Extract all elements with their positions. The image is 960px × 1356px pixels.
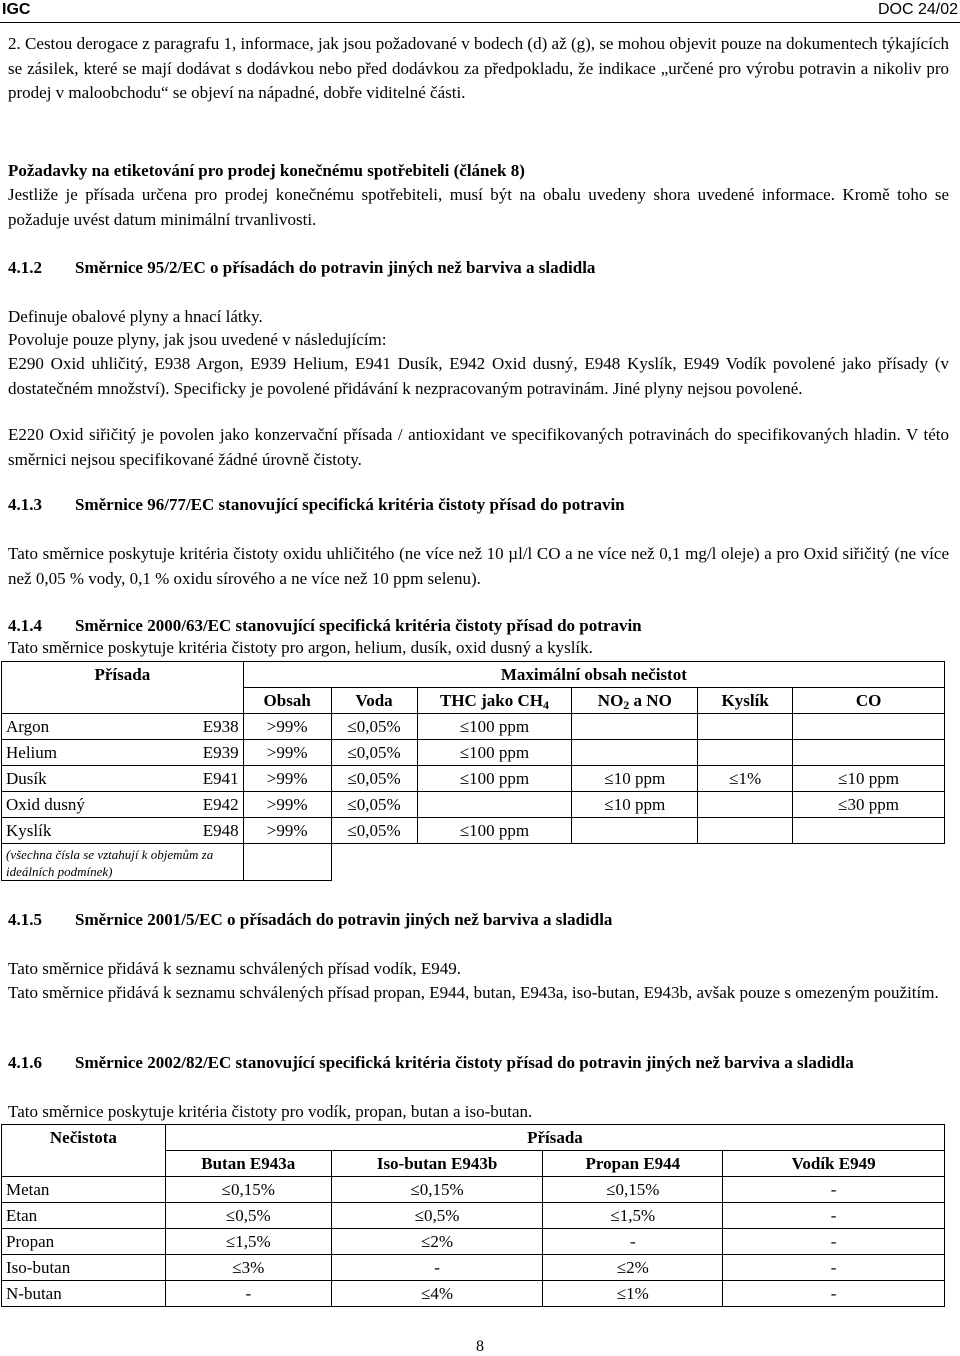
table-cell: >99% (243, 740, 331, 766)
table-cell: - (723, 1229, 945, 1255)
table-cell (793, 714, 945, 740)
section-4-1-6-heading (8, 1051, 949, 1075)
table-cell (698, 714, 793, 740)
section-4-1-3-heading (8, 493, 949, 517)
table-cell: Propan (2, 1229, 166, 1255)
table-cell: ≤0,05% (331, 792, 417, 818)
column-header: CO (793, 688, 945, 714)
s415-p2: Tato směrnice přidává k seznamu schválených přísad propan, E944, butan, E943a, iso-butan, E943b, avšak pouze s omezeným použitím. (8, 983, 939, 1002)
table-row (2, 792, 945, 818)
column-header: Přísada (2, 662, 244, 688)
section-title: Směrnice 2002/82/EC stanovující specifická kritéria čistoty přísad do potravin jiných než barviva a sladidla (75, 1053, 854, 1072)
table-row (2, 1281, 945, 1307)
column-header: Butan E943a (165, 1151, 331, 1177)
table-cell: N-butan (2, 1281, 166, 1307)
table-cell: - (723, 1281, 945, 1307)
header-doc-id: DOC 24/02 (877, 1, 958, 18)
table-cell (417, 792, 572, 818)
s412-p3: E290 Oxid uhličitý, E938 Argon, E939 Helium, E941 Dusík, E942 Oxid dusný, E948 Kyslík, E949 Vodík povolené jako přísady (v dostatečném množství). Specificky je povolené přidávání k nezpracovaným potravinám. Jiné plyny nejsou povolené. (8, 354, 949, 398)
table-header-row (2, 662, 945, 688)
section-title: Směrnice 96/77/EC stanovující specifická kritéria čistoty přísad do potravin (75, 495, 625, 514)
table-header-row (2, 1151, 945, 1177)
table-cell (698, 792, 793, 818)
table-cell (793, 740, 945, 766)
table-cell: ≤4% (331, 1281, 543, 1307)
section-title: Směrnice 2001/5/EC o přísadách do potravin jiných než barviva a sladidla (75, 910, 613, 929)
table-row (2, 714, 945, 740)
table-cell: Dusík E941 (2, 766, 244, 792)
table-row (2, 740, 945, 766)
table-cell (698, 740, 793, 766)
section-number: 4.1.2 (8, 258, 42, 277)
table-cell: ≤100 ppm (417, 714, 572, 740)
table-cell: >99% (243, 792, 331, 818)
table-cell: ≤0,05% (331, 818, 417, 844)
s412-p1: Definuje obalové plyny a hnací látky. (8, 307, 263, 326)
s412-p2: Povoluje pouze plyny, jak jsou uvedené v následujícím: (8, 330, 387, 349)
column-header: Obsah (243, 688, 331, 714)
table-cell: ≤1% (543, 1281, 723, 1307)
column-header: THC jako $CH_4$ (417, 688, 572, 714)
table-cell: Etan (2, 1203, 166, 1229)
table-cell (698, 818, 793, 844)
table-cell: ≤2% (543, 1255, 723, 1281)
section-number: 4.1.4 (8, 616, 42, 635)
table-cell: Argon E938 (2, 714, 244, 740)
page-header (0, 0, 960, 23)
table-header-row (2, 688, 945, 714)
table-cell: ≤100 ppm (417, 740, 572, 766)
column-header: Voda (331, 688, 417, 714)
table-cell: ≤10 ppm (793, 766, 945, 792)
column-header: $NO_2$ a NO (572, 688, 698, 714)
table-cell (793, 818, 945, 844)
section-number: 4.1.6 (8, 1053, 42, 1072)
section-4-1-5-heading (8, 908, 949, 932)
page-number: 8 (476, 1338, 484, 1355)
table-row (2, 818, 945, 844)
s415-p1: Tato směrnice přidává k seznamu schválených přísad vodík, E949. (8, 959, 461, 978)
table-cell: - (723, 1177, 945, 1203)
purity-table-1 (1, 661, 945, 881)
s413-text: Tato směrnice poskytuje kritéria čistoty oxidu uhličitého (ne více než 10 µl/l CO a ne více než 0,1 mg/l oleje) a pro Oxid siřičitý (ne více než 0,05 % vody, 0,1 % oxidu sírového a ne více než 10 ppm selenu). (8, 544, 949, 588)
table-row (2, 1203, 945, 1229)
table-cell: Kyslík E948 (2, 818, 244, 844)
column-header: Kyslík (698, 688, 793, 714)
section-number: 4.1.3 (8, 495, 42, 514)
table-row (2, 1255, 945, 1281)
table-cell: ≤10 ppm (572, 766, 698, 792)
table-cell: - (331, 1255, 543, 1281)
section-4-1-2-heading (8, 256, 949, 280)
table-cell: ≤1,5% (165, 1229, 331, 1255)
table-cell: - (723, 1255, 945, 1281)
table-cell: ≤3% (165, 1255, 331, 1281)
table-cell: ≤100 ppm (417, 766, 572, 792)
table-cell: ≤0,05% (331, 714, 417, 740)
table-cell: ≤1,5% (543, 1203, 723, 1229)
table-cell: ≤0,05% (331, 740, 417, 766)
labeling-heading: Požadavky na etiketování pro prodej konečnému spotřebiteli (článek 8) (8, 161, 525, 180)
s414-text: Tato směrnice poskytuje kritéria čistoty pro argon, helium, dusík, oxid dusný a kyslík. (8, 638, 593, 657)
intro-paragraph: 2. Cestou derogace z paragrafu 1, informace, jak jsou požadované v bodech (d) až (g), se mohou objevit pouze na dokumentech týkajících se zásilek, které se mají dodávat s dodávkou nebo před dodávkou za předpokladu, že indikace „určené pro výrobu potravin a nikoliv pro prodej v maloobchodu“ se objeví na nápadné, dobře viditelné části. (8, 34, 949, 102)
table-note-row (2, 844, 945, 881)
table-cell: ≤10 ppm (572, 792, 698, 818)
table-cell: ≤0,15% (331, 1177, 543, 1203)
table-row (2, 1177, 945, 1203)
table-cell: Oxid dusný E942 (2, 792, 244, 818)
column-header: Propan E944 (543, 1151, 723, 1177)
table-cell: - (723, 1203, 945, 1229)
table-cell: ≤1% (698, 766, 793, 792)
table-cell: Helium E939 (2, 740, 244, 766)
column-header: Přísada (165, 1125, 944, 1151)
purity-table-2 (1, 1124, 945, 1307)
table-cell: Iso-butan (2, 1255, 166, 1281)
table-cell: ≤0,05% (331, 766, 417, 792)
table-cell: - (165, 1281, 331, 1307)
table-header-row (2, 1125, 945, 1151)
table-cell: - (543, 1229, 723, 1255)
table-cell (572, 818, 698, 844)
section-title: Směrnice 95/2/EC o přísadách do potravin jiných než barviva a sladidla (75, 258, 596, 277)
s416-text: Tato směrnice poskytuje kritéria čistoty pro vodík, propan, butan a iso-butan. (8, 1102, 533, 1121)
section-title: Směrnice 2000/63/EC stanovující specifická kritéria čistoty přísad do potravin (75, 616, 642, 635)
table-row (2, 1229, 945, 1255)
table-note: (všechna čísla se vztahují k objemům za ideálních podmínek) (2, 844, 244, 881)
table-cell (572, 714, 698, 740)
table-cell: >99% (243, 766, 331, 792)
header-org: IGC (2, 1, 31, 18)
table-cell: ≤30 ppm (793, 792, 945, 818)
section-number: 4.1.5 (8, 910, 42, 929)
s412-p4: E220 Oxid siřičitý je povolen jako konzervační přísada / antioxidant ve specifikovaných potravinách do specifikovaných hladin. V této směrnici nejsou specifikované žádné úrovně čistoty. (8, 425, 949, 469)
column-header: Iso-butan E943b (331, 1151, 543, 1177)
table-cell: >99% (243, 818, 331, 844)
column-header: Maximální obsah nečistot (243, 662, 944, 688)
table-cell (572, 740, 698, 766)
table-cell: ≤0,15% (165, 1177, 331, 1203)
column-header: Vodík E949 (723, 1151, 945, 1177)
table-cell: ≤0,15% (543, 1177, 723, 1203)
table-cell: ≤0,5% (165, 1203, 331, 1229)
table-cell: Metan (2, 1177, 166, 1203)
table-cell: ≤100 ppm (417, 818, 572, 844)
table-cell: ≤2% (331, 1229, 543, 1255)
column-header: Nečistota (2, 1125, 166, 1151)
labeling-text: Jestliže je přísada určena pro prodej konečnému spotřebiteli, musí být na obalu uvedeny shora uvedené informace. Kromě toho se požaduje uvést datum minimální trvanlivosti. (8, 185, 949, 229)
section-4-1-4-heading (8, 614, 949, 638)
table-row (2, 766, 945, 792)
table-cell: >99% (243, 714, 331, 740)
table-cell: ≤0,5% (331, 1203, 543, 1229)
